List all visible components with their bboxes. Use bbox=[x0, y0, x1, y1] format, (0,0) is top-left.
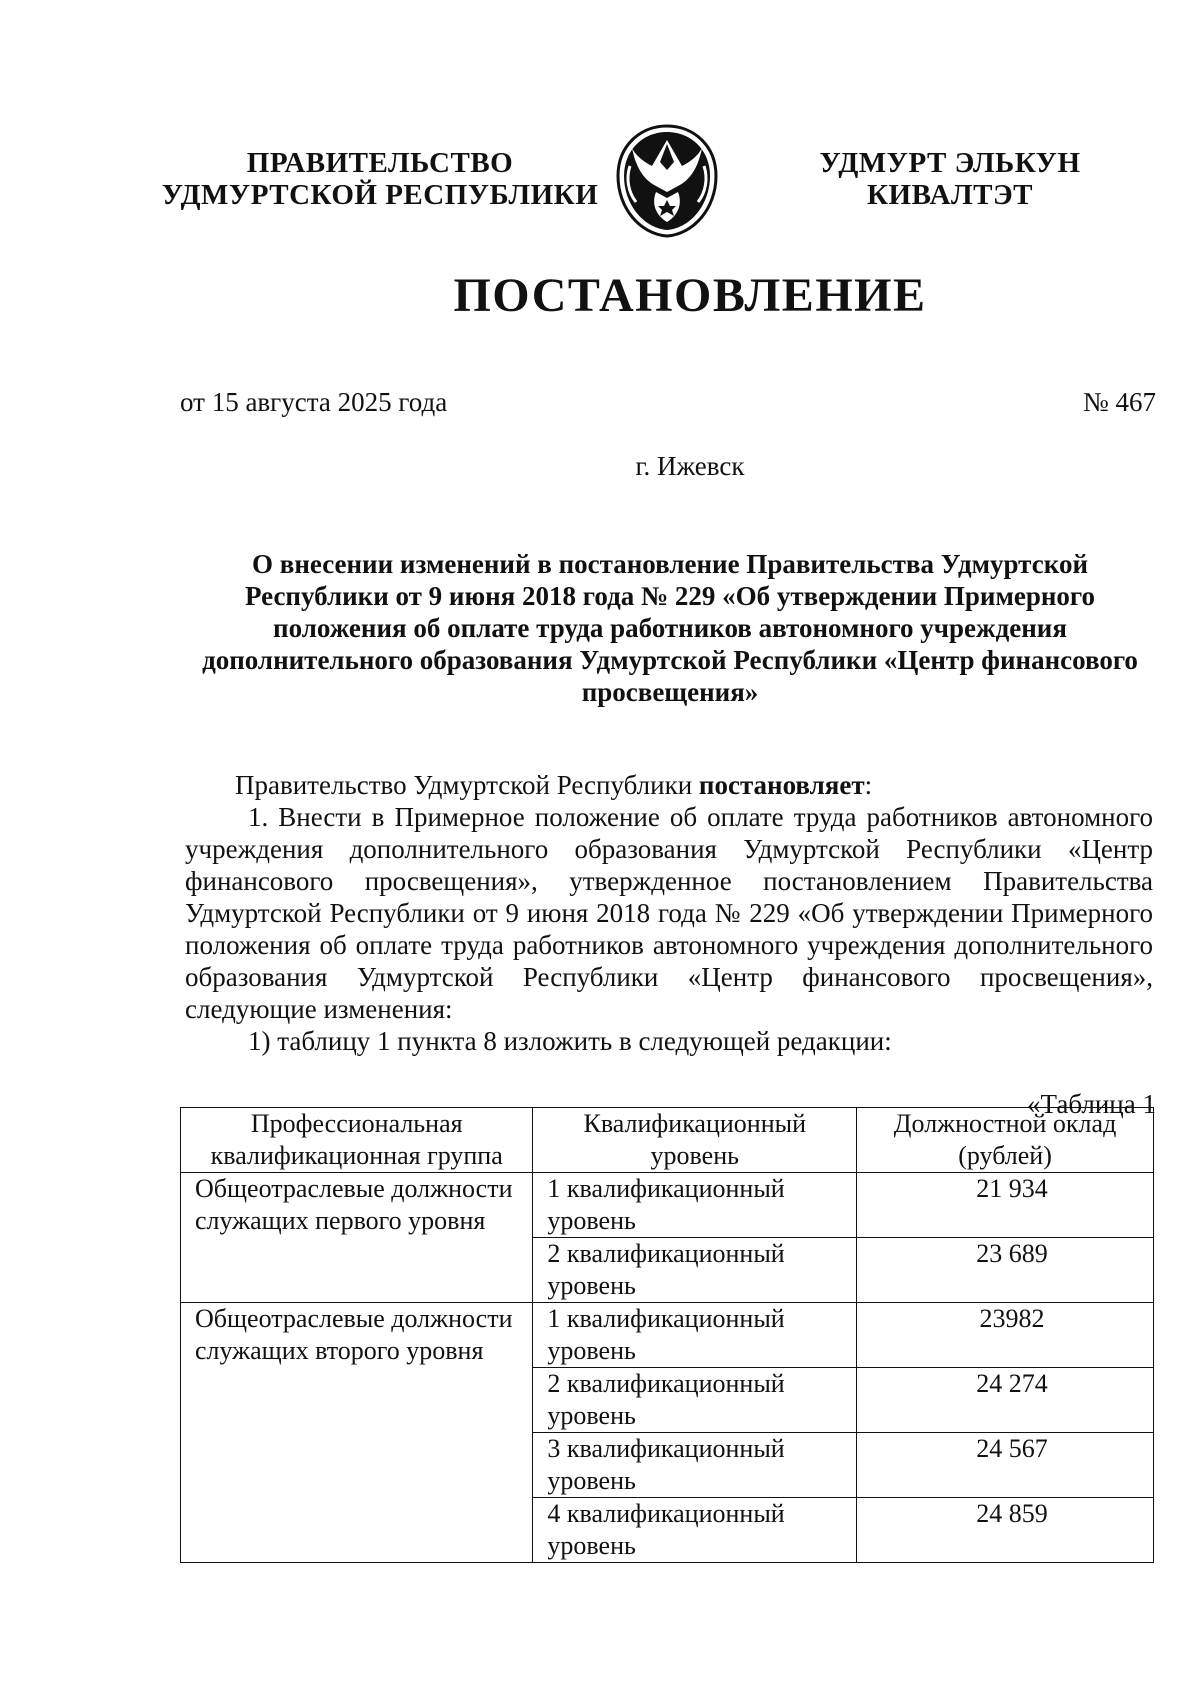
header-group: Профессиональная квалификационная группа bbox=[181, 1108, 533, 1173]
issuer-name-udmurt bbox=[800, 147, 1100, 211]
document-date: от 15 августа 2025 года bbox=[180, 387, 448, 417]
table-row bbox=[181, 1303, 1154, 1368]
group-name-cell: Общеотраслевые должности служащих второго уровня bbox=[181, 1303, 533, 1563]
table-row bbox=[181, 1173, 1154, 1238]
issuer-name-russian bbox=[150, 147, 610, 211]
item-1-1-paragraph: 1) таблицу 1 пункта 8 изложить в следующей редакции: bbox=[248, 1026, 892, 1056]
salary-cell: 23982 bbox=[857, 1303, 1154, 1368]
preamble-text: Правительство Удмуртской Республики bbox=[235, 770, 699, 800]
level-cell: 2 квалификационный уровень bbox=[533, 1368, 857, 1433]
salary-table bbox=[180, 1107, 1154, 1563]
preamble-end: : bbox=[864, 770, 873, 800]
document-city: г. Ижевск bbox=[635, 451, 745, 481]
document-number: № 467 bbox=[1082, 387, 1156, 417]
header-level: Квалификационный уровень bbox=[533, 1108, 857, 1173]
issuer-line-2: УДМУРТСКОЙ РЕСПУБЛИКИ bbox=[161, 179, 599, 211]
udmurt-coat-of-arms-icon bbox=[612, 122, 722, 240]
level-cell: 2 квалификационный уровень bbox=[533, 1238, 857, 1303]
level-cell: 1 квалификационный уровень bbox=[533, 1303, 857, 1368]
level-cell: 4 квалификационный уровень bbox=[533, 1498, 857, 1563]
document-body bbox=[185, 769, 1153, 1057]
salary-cell: 24 274 bbox=[857, 1368, 1154, 1433]
salary-cell: 24 567 bbox=[857, 1433, 1154, 1498]
document-subject: О внесении изменений в постановление Правительства Удмуртской Республики от 9 июня 2018 года № 229 «Об утверждении Примерного положения об оплате труда работников автономного учреждения дополнительного образования Удмуртской Республики «Центр финансового просвещения» bbox=[202, 549, 1138, 707]
group-name-cell: Общеотраслевые должности служащих первого уровня bbox=[181, 1173, 533, 1303]
salary-cell: 24 859 bbox=[857, 1498, 1154, 1563]
issuer-udmurt-line-2: КИВАЛТЭТ bbox=[866, 179, 1033, 211]
header-salary: Должностной оклад (рублей) bbox=[857, 1108, 1154, 1173]
salary-cell: 21 934 bbox=[857, 1173, 1154, 1238]
table-caption: «Таблица 1 bbox=[1027, 1089, 1156, 1119]
table-header-row bbox=[181, 1108, 1154, 1173]
issuer-line-1: ПРАВИТЕЛЬСТВО bbox=[246, 147, 514, 179]
preamble-paragraph bbox=[185, 769, 1153, 801]
preamble-bold: постановляет bbox=[698, 770, 865, 800]
item-1-paragraph: 1. Внести в Примерное положение об оплате труда работников автономного учреждения дополнительного образования Удмуртской Республики «Центр финансового просвещения», утвержденное постановлением Правительства Удмуртской Республики от 9 июня 2018 года № 229 «Об утверждении Примерного положения об оплате труда работников автономного учреждения дополнительного образования Удмуртской Республики «Центр финансового просвещения», следующие изменения: bbox=[185, 802, 1153, 1024]
salary-cell: 23 689 bbox=[857, 1238, 1154, 1303]
document-type-title: ПОСТАНОВЛЕНИЕ bbox=[453, 269, 927, 322]
level-cell: 3 квалификационный уровень bbox=[533, 1433, 857, 1498]
level-cell: 1 квалификационный уровень bbox=[533, 1173, 857, 1238]
issuer-udmurt-line-1: УДМУРТ ЭЛЬКУН bbox=[819, 147, 1081, 179]
